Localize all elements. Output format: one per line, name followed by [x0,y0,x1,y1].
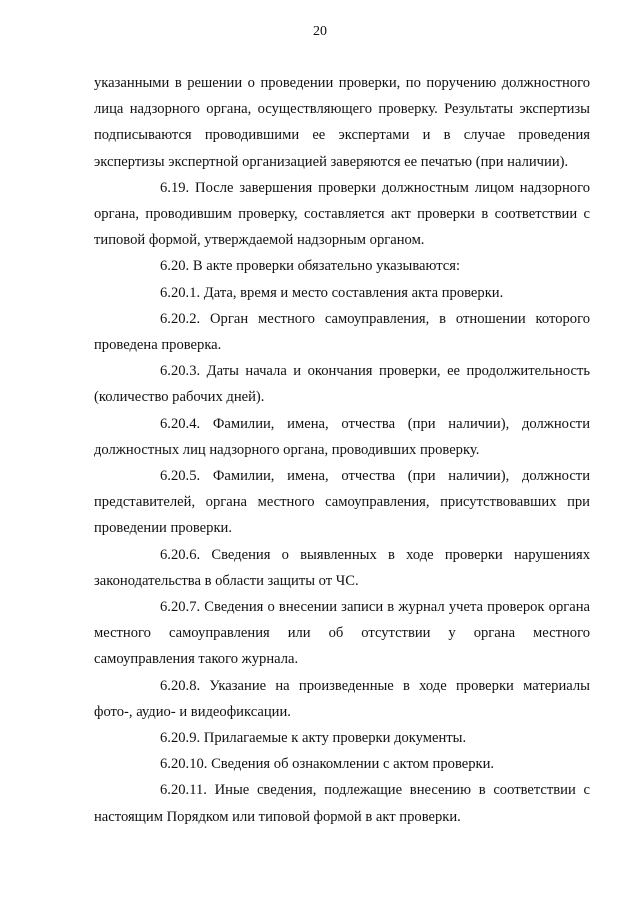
paragraph-continuation: указанными в решении о проведении проверки, по поручению должностного лица надзорного органа, осуществляющего проверку. Результаты экспертизы подписываются проводившими ее экспертами и в случае проведения экспертизы экспертной организацией заверяются ее печатью (при наличии). [94,75,590,170]
paragraph-6-20-7: 6.20.7. Сведения о внесении записи в журнал учета проверок органа местного самоуправления или об отсутствии у органа местного самоуправления такого журнала. [94,599,590,668]
paragraph-6-20-8: 6.20.8. Указание на произведенные в ходе проверки материалы фото-, аудио- и видеофиксации. [94,677,590,720]
document-body [94,70,590,830]
paragraph-6-20-9: 6.20.9. Прилагаемые к акту проверки документы. [160,730,467,747]
paragraph-6-19: 6.19. После завершения проверки должностным лицом надзорного органа, проводившим проверку, составляется акт проверки в соответствии с типовой формой, утверждаемой надзорным органом. [94,179,590,249]
paragraph-6-20-3: 6.20.3. Даты начала и окончания проверки, ее продолжительность (количество рабочих дней). [94,363,590,406]
paragraph-6-20-11: 6.20.11. Иные сведения, подлежащие внесению в соответствии с настоящим Порядком или типовой формой в акт проверки. [94,782,590,825]
paragraph-6-20: 6.20. В акте проверки обязательно указываются: [160,258,461,275]
paragraph-6-20-6: 6.20.6. Сведения о выявленных в ходе проверки нарушениях законодательства в области защиты от ЧС. [94,546,590,589]
paragraph-6-20-2: 6.20.2. Орган местного самоуправления, в отношении которого проведена проверка. [94,310,590,354]
paragraph-6-20-1: 6.20.1. Дата, время и место составления акта проверки. [160,284,504,301]
page-number: 20 [313,24,327,39]
paragraph-6-20-10: 6.20.10. Сведения об ознакомлении с актом проверки. [160,756,495,773]
paragraph-6-20-4: 6.20.4. Фамилии, имена, отчества (при наличии), должности должностных лиц надзорного органа, проводивших проверку. [94,415,590,458]
paragraph-6-20-5: 6.20.5. Фамилии, имена, отчества (при наличии), должности представителей, органа местного самоуправления, присутствовавших при проведении проверки. [94,468,590,537]
